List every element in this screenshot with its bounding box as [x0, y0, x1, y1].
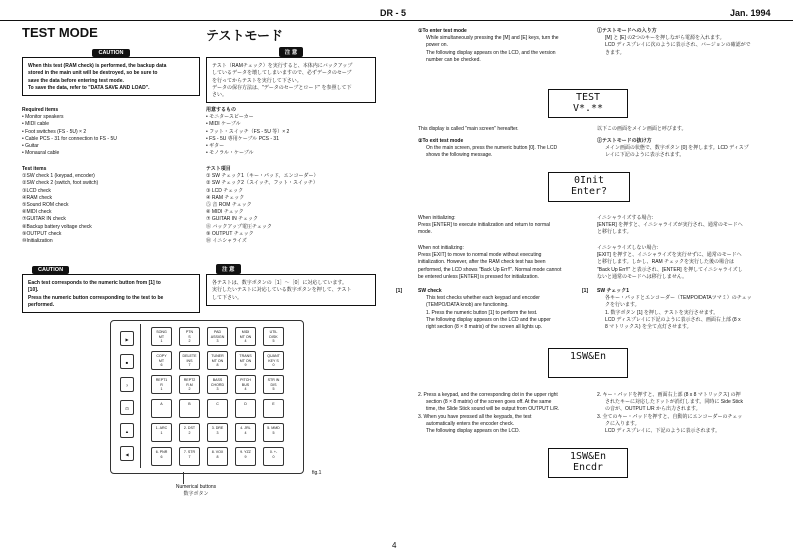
- pad-button[interactable]: [207, 399, 228, 418]
- pad-label: 8. VOX: [211, 450, 224, 454]
- pad-label: MIDI: [241, 330, 250, 334]
- main-screen-note-en: This display is called "main screen" hereafter.: [418, 126, 519, 132]
- enter-test-en: ①To enter test mode While simultaneously pressing the [M] and [E] keys, turn the power on. The following display appears on the LCD, and the version number can be checked.: [418, 28, 559, 63]
- pad-button[interactable]: [151, 399, 172, 418]
- pad-label: 9. YZZ: [240, 450, 251, 454]
- pad-sublabel: KEY S: [268, 358, 279, 363]
- caution2-text-jp: 各テストは、数字ボタンの［1］～［0］に対応しています。 実行したいテストに対応している数字ボタンを押して、テスト して下さい。: [206, 274, 376, 306]
- pad-number: 0: [272, 363, 275, 367]
- lcd-display-init: 0Init Enter?: [548, 172, 630, 202]
- pad-label: A: [160, 402, 163, 406]
- sw-check-en: SW check This test checks whether each keypad and encoder (TEMPO/DATA knob) are functioning. 1. Press the numeric button [1] to perform the test. The following display appears on the LCD and the upper right section (8 × 8 matrix) of the screen all lights up.: [418, 288, 551, 331]
- test-items-en: Test items ①SW check 1 (keypad, encoder) ②SW check 2 (switch, foot switch) ③LCD check ④RAM check ⑤Sound ROM check ⑥MIDI check ⑦GUITAR IN check ⑧Backup battery voltage check ⑨OUTPUT check ⑩Initialization: [22, 166, 99, 245]
- pad-button[interactable]: [151, 327, 172, 346]
- pad-label: B: [188, 402, 191, 406]
- pad-label: D: [244, 402, 247, 406]
- caution-block-jp: [206, 41, 376, 103]
- lcd-display-test: TEST V*.**: [548, 89, 628, 118]
- caution-text-jp: テスト（RAMチェック）を実行すると、本体内にバックアップ しているデータを壊してしまいますので、必ずデータのセーブ を行ってからテストを実行して下さい。 データの保存方法は、"データのセーブとロード" を参照して下 さい。: [206, 57, 376, 103]
- pad-label: BASS: [212, 378, 223, 382]
- side-button[interactable]: ■: [120, 354, 134, 369]
- pad-label: 7. STR: [183, 450, 196, 454]
- pad-button[interactable]: [207, 351, 228, 370]
- pad-button[interactable]: [207, 447, 228, 466]
- pad-number: 1: [160, 339, 163, 343]
- pad-number: 2: [188, 387, 191, 391]
- header-rule: [0, 20, 793, 21]
- caution2-label-jp: 注 意: [216, 264, 241, 274]
- pad-label: PAD: [213, 330, 222, 334]
- enter-test-jp: ①テストモードへの入り方 [M] と [E] の2つのキーを押しながら電源を入れます。 LCD ディスプレイに次のように表示され、バージョンの確認がで きます。: [597, 28, 751, 56]
- pad-sublabel: DIS: [270, 382, 277, 387]
- pad-button[interactable]: [263, 351, 284, 370]
- pad-label: 6. PNR: [155, 450, 168, 454]
- pad-sublabel: INS: [186, 358, 193, 363]
- model-name: DR - 5: [380, 8, 407, 18]
- steps-jp: 2. キー・パッドを押すと、画面右上部 (8 x 8 マトリックス) の押 されたキーに対応したドットが消灯します。同時に Side Stick の音が、OUTPUT L/R から出力されます。 3. 全てのキー・パッドを押すと、自動的にエンコーダーのチェッ クに入ります。 LCD ディスプレイに、下記のように表示されます。: [597, 392, 744, 435]
- pad-sublabel: MT: [158, 334, 165, 339]
- caution2-block-en: [22, 258, 200, 313]
- pad-label: E: [272, 402, 275, 406]
- pad-button[interactable]: [179, 447, 200, 466]
- pad-button[interactable]: [179, 423, 200, 442]
- required-items-en: Required items • Monitor speakers • MIDI cable • Foot switches (FS - 5U) × 2 • Cable PCS - 31 for connection to FS - 5U • Guitar • Monaural cable: [22, 107, 117, 157]
- pad-number: 0: [272, 454, 275, 459]
- title-en: TEST MODE: [22, 25, 98, 40]
- noinit-en: When not initializing: Press [EXIT] to move to normal mode without executing initialization. However, after the RAM check test has been performed, the LCD shows "Back Up Err!!". Normal mode cannot be entered unless [ENTER] is pressed for initialization.: [418, 245, 562, 280]
- pad-number: 6: [160, 363, 163, 367]
- pad-number: 1: [160, 387, 163, 391]
- pad-label: COPY: [156, 354, 167, 358]
- pad-label: 4. JRL: [240, 426, 251, 430]
- pad-label: 1. ARC: [155, 426, 168, 430]
- pad-label: UTIL: [269, 330, 278, 334]
- pad-label: 5. MMD: [267, 426, 280, 430]
- caution2-label: CAUTION: [32, 266, 69, 274]
- test-items-jp: テスト項目 ① SW チェック1（キー・パッド、エンコーダー） ② SW チェック2（スイッチ、フット・スイッチ） ③ LCD チェック ④ RAM チェック ⑤ 音 ROM チェック ⑥ MIDI チェック ⑦ GUITAR IN チェック ⑧ バックアップ電圧チェック ⑨ OUTPUT チェック ⑩ イニシャライズ: [206, 166, 319, 245]
- pad-button[interactable]: [263, 399, 284, 418]
- pad-button[interactable]: [207, 375, 228, 394]
- pad-number: 3: [216, 387, 219, 391]
- caution2-block-jp: [206, 258, 376, 306]
- pad-button[interactable]: [235, 375, 256, 394]
- sw-section-num: [1]: [396, 288, 403, 294]
- init-en: When initializing: Press [ENTER] to execute initialization and return to normal mode.: [418, 215, 551, 236]
- pad-number: 5: [272, 387, 275, 391]
- pad-number: 4: [244, 387, 247, 391]
- pad-label: REPT1: [155, 378, 168, 382]
- pad-button[interactable]: [263, 423, 284, 442]
- fig-caption: fig.1: [312, 470, 322, 476]
- side-button[interactable]: ◀: [120, 446, 134, 461]
- pad-number: 2: [188, 339, 191, 343]
- pad-label: C: [216, 402, 219, 406]
- pad-button[interactable]: [207, 327, 228, 346]
- side-button[interactable]: ▶: [120, 331, 134, 346]
- pad-label: PITCH: [240, 378, 251, 382]
- pad-button[interactable]: [151, 351, 172, 370]
- pad-label: 2. DST: [183, 426, 196, 430]
- pad-button[interactable]: [263, 375, 284, 394]
- pad-button[interactable]: [151, 447, 172, 466]
- exit-test-en: ②To exit test mode On the main screen, press the numeric button [0]. The LCD shows the following message.: [418, 138, 558, 159]
- pad-button[interactable]: [179, 327, 200, 346]
- pad-number: 9: [244, 363, 247, 367]
- side-button[interactable]: ?: [120, 377, 134, 392]
- numerical-caption: Numerical buttons 数字ボタン: [175, 484, 217, 498]
- pad-sublabel: S: [188, 334, 191, 339]
- leader-line: [183, 472, 185, 484]
- pad-button[interactable]: [235, 423, 256, 442]
- pad-button[interactable]: [179, 351, 200, 370]
- caution-block-en: [22, 41, 200, 96]
- pad-label: SONG: [156, 330, 167, 334]
- pad-number: 8: [216, 363, 219, 367]
- pad-label: 0. +-: [269, 450, 278, 454]
- pad-number: 5: [272, 339, 275, 343]
- caution-label: CAUTION: [92, 49, 129, 57]
- pad-number: 3: [216, 430, 219, 435]
- pad-number: 1: [160, 430, 163, 435]
- pad-button[interactable]: [235, 399, 256, 418]
- pad-sublabel: MT ON: [239, 358, 252, 363]
- pad-sublabel: MT ON: [211, 358, 224, 363]
- main-screen-note-jp: 以下この画面をメイン画面と呼びます。: [597, 126, 687, 132]
- pad-button[interactable]: [235, 447, 256, 466]
- pad-button[interactable]: [207, 423, 228, 442]
- sw-section-num-jp: [1]: [582, 288, 589, 294]
- pad-sublabel: R: [160, 382, 163, 387]
- pad-number: 5: [272, 430, 275, 435]
- lcd-display-encoder: 1SW&En Encdr: [548, 448, 628, 478]
- pad-sublabel: CHORD: [210, 382, 225, 387]
- required-items-jp: 用意するもの • モニタースピーカー • MIDI ケーブル • フット・スイッチ（FS - 5U 等）× 2 • FS - 5U 専用ケーブル PCS - 31 • ギター • モノラル・ケーブル: [206, 107, 290, 157]
- pad-number: 3: [216, 339, 219, 343]
- caution2-text-en: Each test corresponds to the numeric button from [1] to [10]. Press the numeric button corresponding to the test to be performed.: [22, 274, 200, 313]
- pad-sublabel: MT ON: [239, 334, 252, 339]
- pad-button[interactable]: [179, 399, 200, 418]
- pad-number: 7: [188, 454, 191, 459]
- pad-label: DELETE: [182, 354, 197, 358]
- pad-button[interactable]: [179, 375, 200, 394]
- pad-number: 2: [188, 430, 191, 435]
- caution-text-en: When this test (RAM check) is performed, the backup data stored in the main unit will be destroyed, so be sure to save the data before entering test mode. To save the data, refer to "DATA SAVE AND LOAD".: [22, 57, 200, 96]
- pad-number: 8: [216, 454, 219, 459]
- noinit-jp: イニシャライズしない場合： [EXIT] を押すと、イニシャライズを実行せずに、通常のモードへ と移行します。しかし、RAM チェックを実行した後の場合は "Back Up Err!!" と表示され、[ENTER] を押してイニシャライズし ないと通常のモードへは移行しません。: [597, 245, 743, 280]
- pad-number: 6: [160, 454, 163, 459]
- pad-sublabel: R.M: [186, 382, 193, 387]
- page-number: 4: [392, 541, 397, 550]
- pad-number: 4: [244, 339, 247, 343]
- lcd-display-sw: 1SW&En: [548, 348, 628, 378]
- pad-button[interactable]: [263, 327, 284, 346]
- steps-en: 2. Press a keypad, and the corresponding dot in the upper right section (8 × 8 matrix) of the screen goes off. At the same time, the Slide Stick sound will be output from OUTPUT L/R. 3. When you have pressed all the keypads, the test automatically enters the encoder check. The following display appears on the LCD.: [418, 392, 560, 435]
- init-jp: イニシャライズする場合： [ENTER] を押すと、イニシャライズが実行され、通常のモードへ と移行します。: [597, 215, 743, 236]
- pad-sublabel: DISK: [269, 334, 278, 339]
- pad-number: 4: [244, 430, 247, 435]
- pad-sublabel: MT: [158, 358, 165, 363]
- pad-label: TRANS: [239, 354, 252, 358]
- pad-label: 3. DRE: [211, 426, 224, 430]
- exit-test-jp: ②テストモードの抜け方 メイン画面の状態で、数字ボタン [0] を押します。LCD ディスプ レイに下記のように表示されます。: [597, 138, 749, 159]
- pad-label: PTN: [185, 330, 194, 334]
- sw-check-jp: SW チェック1 各キー・パッドとエンコーダー（TEMPO/DATAツマミ）のチェッ クを行います。 1. 数字ボタン [1] を押し、テストを実行させます。 LCD ディスプレイに下記のように表示され、画面右上部 (8 x 8 マトリックス) を全て点灯させます。: [597, 288, 752, 331]
- pad-label: REPT2: [183, 378, 196, 382]
- pad-number: 9: [244, 454, 247, 459]
- caution-label-jp: 注 意: [279, 47, 304, 57]
- pad-number: 7: [188, 363, 191, 367]
- device-panel-figure: [110, 320, 304, 474]
- document-date: Jan. 1994: [730, 8, 771, 18]
- side-button[interactable]: ▲: [120, 423, 134, 438]
- pad-button[interactable]: [151, 423, 172, 442]
- pad-button[interactable]: [235, 327, 256, 346]
- title-jp: テストモード: [206, 28, 283, 43]
- pad-label: TUNER: [211, 354, 224, 358]
- side-button[interactable]: ⊡: [120, 400, 134, 415]
- pad-button[interactable]: [235, 351, 256, 370]
- pad-button[interactable]: [263, 447, 284, 466]
- pad-label: STR IN: [267, 378, 280, 382]
- pad-sublabel: ASSIGN: [210, 334, 225, 339]
- pad-label: QUANT: [267, 354, 280, 358]
- pad-button[interactable]: [151, 375, 172, 394]
- pad-sublabel: BUS: [241, 382, 250, 387]
